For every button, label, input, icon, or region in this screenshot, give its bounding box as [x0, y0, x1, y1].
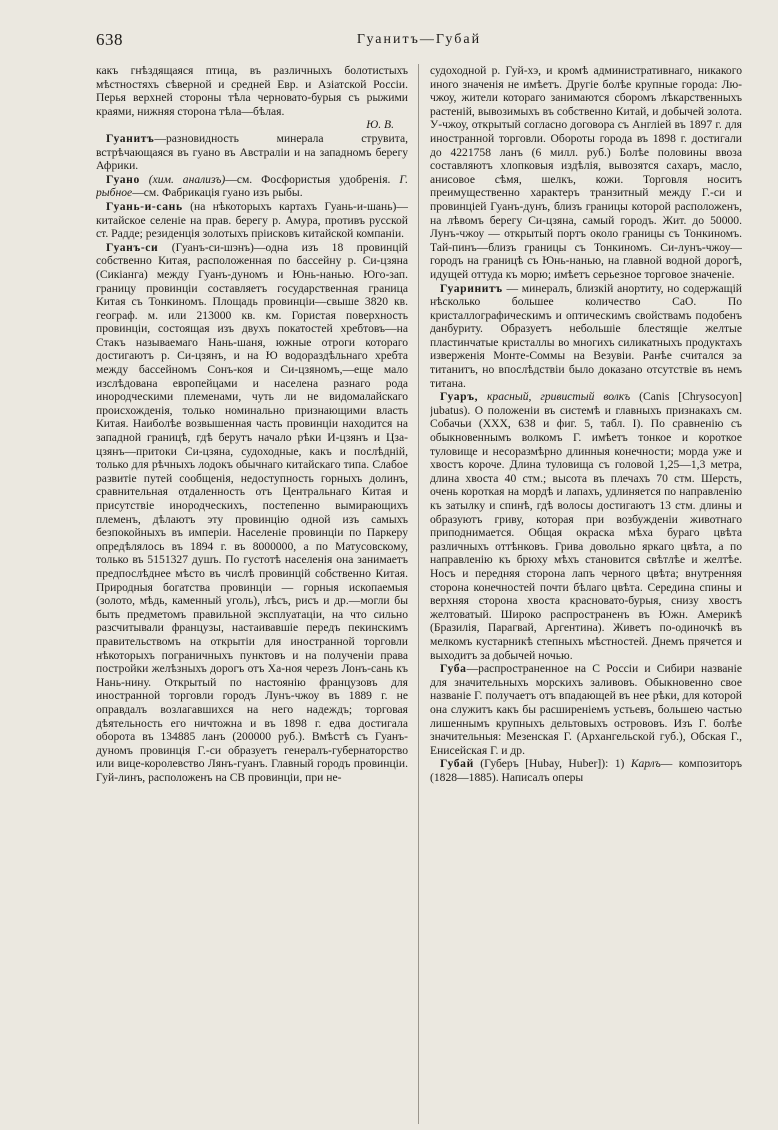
entry-continuation: судоходной р. Гуй-хэ, и кромѣ административнаго, никакого иного значенія не имѣетъ. Другіе болѣе крупные города: Лю-чжоу, жители котораго занимаются сборомъ лѣкарственныхъ растеній, вывозимыхъ въ собственно Китай, и добычей золота. У-чжоу, открытый согласно договора съ Англіей въ 1897 г. для иностранной торговли. Обороты города въ 1898 г. достигали до 4221758 ланъ (6 милл. руб.) Болѣе половины ввоза составляютъ хлопковыя издѣлія, вывозятся сахаръ, масло, анисовое сѣмя, шелкъ, кожи. Торговля носитъ преимущественно характеръ транзитный между Г.-си и провинціей Гуанъ-дунъ, близъ границы которой расположенъ, на лѣвомъ берегу Си-цзяна, самый городъ. Жит. до 50000. Лунъ-чжоу — открытый портъ около границы съ Тонкиномъ. Тай-пинъ—близъ границы съ Тонкиномъ. Си-лунъ-чжоу—городъ на границѣ съ Юнь-нанью, на главной водной дорогѣ, идущей оттуда къ морю; имѣетъ серьезное торговое значеніе.: [430, 64, 742, 281]
entry-guanit: [96, 132, 408, 173]
entry-text: (Canis [Chrysocyon] jubatus). О положеніи въ системѣ и главныхъ признакахъ см. Собачьи (XXX, 638 и фиг. 5, табл. I). По сравненію съ обыкновеннымъ волкомъ Г. имѣетъ тонкое и короткое туловище и несоразмѣрно длинныя конечности; морда уже и хвостъ короче. Длина туловища съ головой 1,25—1,3 метра, длина хвоста 40 стм.; высота въ плечахъ 70 стм. Шерсть, очень короткая на мордѣ и лапахъ, удлиняется по направленію къ затылку и спинѣ, гдѣ волосы достигаютъ 13 стм. длины и образуютъ гриву, которая при возбужденіи животнаго приподнимается. Общая окраска мѣха бураго цвѣта различныхъ оттѣнковъ. Грива довольно яркаго цвѣта, а по направленію къ брюху мѣхъ становится свѣтлѣе и желтѣе. Носъ и передняя сторона лапъ черного цвѣта; внутренняя сторона конечностей почти бѣлаго цвѣта. Середина спины и верхняя сторона хвоста красновато-бурыя, снизу хвостъ желтоватый. Широко распространенъ въ Южн. Америкѣ (Бразилія, Парагвай, Аргентина). Живетъ по-одиночкѣ въ мелкомъ кустарникѣ степныхъ мѣстностей. Днемъ прячется и выходитъ за добычей ночью.: [430, 390, 742, 662]
page-number: 638: [96, 30, 123, 49]
entry-continuation: какъ гнѣздящаяся птица, въ различныхъ болотистыхъ мѣстностяхъ сѣверной и средней Евр. и Азіатской Россіи. Перья верхней стороны тѣла черновато-бурыя съ рыжими краями, нижняя сторона тѣла—бѣлая.: [96, 64, 408, 118]
two-column-body: [96, 64, 742, 1124]
entry-text: —разновидность минерала струвита, встрѣчающаяся въ гуано въ Австраліи и на западномъ берегу Африки.: [96, 131, 408, 173]
entry-guba: [430, 662, 742, 757]
entry-guan-i-san: [96, 200, 408, 241]
entry-guan-si: [96, 241, 408, 785]
entry-italic: (хим. анализъ): [148, 172, 226, 186]
headword: Гуаръ,: [440, 390, 479, 404]
entry-text: — минералъ, близкій анортиту, но содержащій нѣсколько большее количество CaO. По кристаллографическимъ и оптическимъ свойствамъ подобенъ данбуриту. Образуетъ небольшіе блестящіе желтые пластинчатые кристаллы во многихъ силикатныхъ продуктахъ изверженія Монте-Соммы на Везувіи. Ранѣе считался за титанитъ, но впослѣдствіи было доказано отсутствіе въ немъ титана.: [430, 281, 742, 390]
entry-text: —см. Фосфористыя удобренія.: [225, 172, 391, 186]
entry-guarinit: [430, 282, 742, 391]
entry-text: (на нѣкоторыхъ картахъ Гуань-и-шань)—китайское селеніе на прав. берегу р. Амура, противъ русской ст. Радде; резиденція золотыхъ пріисковъ китайской компаніи.: [96, 199, 408, 241]
entry-text: (Гуанъ-си-шэнъ)—одна изъ 18 провинцій собственно Китая, расположенная по бассейну р. Си-цзяна (Сикіанга) между Гуанъ-дуномъ и Юнь-нанью. Юго-зап. границу провинціи составляетъ государственная граница Китая съ Тонкиномъ. Площадь провинціи—свыше 3820 кв. географ. м. или 213000 кв. км. Гористая поверхность провинціи, состоящая изъ двухъ покатостей хребтовъ—на Стакъ называемаго Нань-шаня, южные отроги котораго достигаютъ р. Си-цзянъ, и на Ю водораздѣльнаго хребта между бассейномъ Сонъ-коя и Си-цзяномъ,—еще мало изслѣдована европейцами и населена разнаго рода инородческими племенами, чуть ли не видомалайскаго происхожденія, только номинально признающими власть Китая. Наиболѣе возвышенная часть провинціи находится на западной границѣ, гдѣ берутъ начало рѣки И-цзянъ и Цза-цзянъ—притоки Си-цзяна, судоходные, какъ и послѣдній, только для рѣчныхъ лодокъ обычнаго китайскаго типа. Слабое развитіе путей сообщенія, недоступность горныхъ долинъ, сравнительная отдаленность отъ Центральнаго Китая и присутствіе инородческихъ, постепенно вымирающихъ племенъ, дѣлаютъ эту провинцію одной изъ самыхъ безпокойныхъ въ имперіи. Населеніе провинціи по Паркеру опредѣлялось въ 1894 г. въ 8000000, а по Матусовскому, только въ 5151327 душъ. По густотѣ населенія она занимаетъ предпослѣднее мѣсто въ числѣ провинцій собственно Китая. Природныя богатства провинціи — горныя ископаемыя (золото, мѣдь, каменный уголь), лѣсъ, рисъ и др.—могли бы быть предметомъ правильной эксплуатаціи, на что сильно разсчитывали французы, настаивавшіе передъ пекинскимъ правительствомъ на открытіи для иностранной торговли нѣкоторыхъ пограничныхъ пунктовъ и на полученіи права постройки желѣзныхъ дорогъ отъ Ха-ноя черезъ Лонъ-сань къ Нань-нину. Открытый по настоянію французовъ для иностранной торговли городъ Лунъ-чжоу въ 1889 г. не оправдалъ возлагавшихся на него надеждъ; торговая дѣятельность его ничтожна и въ 1898 г. едва достигала оборота въ 134885 ланъ (200000 руб.). Вмѣстѣ съ Гуанъ-дуномъ провинція Г.-си образуетъ генералъ-губернаторство или вице-королевство Лянъ-гуанъ. Главный городъ провинціи. Гуй-линъ, расположенъ на СВ провинціи, при не-: [96, 240, 408, 784]
entry-guano: [96, 173, 408, 200]
entry-text: —см. Фабрикація гуано изъ рыбы.: [132, 186, 303, 200]
entry-guar: [430, 390, 742, 662]
entry-text: (Губеръ [Hubay, Huber]): 1): [480, 757, 625, 771]
column-divider: [418, 64, 419, 1124]
headword: Гуано: [106, 172, 140, 186]
author-signature: Ю. В.: [366, 118, 394, 132]
headword: Гуань-и-сань: [106, 199, 183, 213]
entry-italic: Г. рыбное: [96, 172, 408, 200]
headword: Гуанитъ: [106, 131, 155, 145]
headword: Губа: [440, 662, 467, 676]
right-column: [430, 64, 742, 1124]
entry-gubai: [430, 757, 742, 784]
page-header: [96, 28, 742, 54]
running-head: Гуанитъ—Губай: [356, 32, 482, 47]
entry-italic: Карлъ: [630, 757, 661, 771]
entry-italic: красный, гривистый волкъ: [486, 390, 631, 404]
entry-text: —распространенное на С Россіи и Сибири названіе для значительныхъ морскихъ заливовъ. Обыкновенно свое названіе Г. получаетъ отъ впадающей въ нее рѣки, для которой она служитъ какъ бы расширеніемъ устьевъ, большею частью лишеннымъ крупныхъ дельтовыхъ острововъ. Изъ Г. болѣе значительныя: Мезенская Г. (Архангельской губ.), Обская Г., Енисейская Г. и др.: [430, 662, 742, 757]
headword: Губай: [440, 757, 474, 771]
headword: Гуаринитъ: [440, 281, 503, 295]
left-column: [96, 64, 408, 1124]
headword: Гуанъ-си: [106, 240, 159, 254]
entry-text: — композиторъ (1828—1885). Написалъ оперы: [430, 757, 742, 784]
